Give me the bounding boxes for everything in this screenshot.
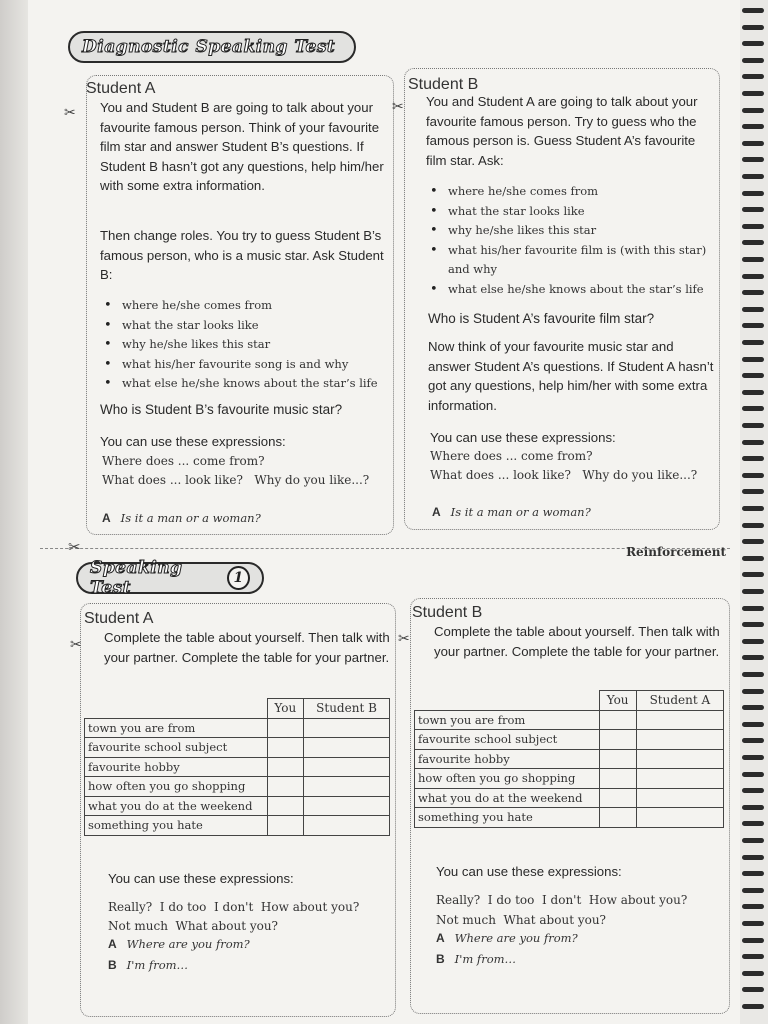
speak-a-label-b: B	[108, 958, 117, 972]
diag-b-question: Who is Student A’s favourite film star?	[428, 311, 655, 326]
table-row	[85, 816, 390, 836]
diag-b-example-line	[432, 505, 591, 519]
row-label: how often you go shopping	[85, 777, 268, 797]
table-row	[415, 769, 724, 789]
partner-answer-cell[interactable]	[304, 816, 390, 836]
speak-a-expression-1: Really? I do too I don't How about you?	[108, 900, 360, 914]
col-you-header: You	[267, 699, 304, 719]
spiral-coil	[742, 821, 764, 826]
spiral-coil	[742, 91, 764, 96]
spiral-coil	[742, 888, 764, 893]
speak-b-expression-2: Not much What about you?	[436, 913, 606, 927]
you-answer-cell[interactable]	[599, 749, 636, 769]
page-gutter	[0, 0, 30, 1024]
spiral-coil	[742, 987, 764, 992]
spiral-coil	[742, 971, 764, 976]
spiral-coil	[742, 855, 764, 860]
spiral-coil	[742, 506, 764, 511]
bullet-item: • what the star looks like	[428, 202, 718, 222]
partner-answer-cell[interactable]	[636, 769, 723, 789]
spiral-coil	[742, 373, 764, 378]
spiral-coil	[742, 921, 764, 926]
spiral-coil	[742, 224, 764, 229]
spiral-coil	[742, 390, 764, 395]
row-label: favourite school subject	[415, 730, 600, 750]
diag-b-paragraph-1: You and Student A are going to talk about your favourite famous person. Try to guess who the famous person is. Guess Student A’s favourite film star. Ask:	[426, 94, 698, 168]
spiral-coil	[742, 141, 764, 146]
col-partner-header: Student A	[636, 691, 723, 711]
spiral-coil	[742, 25, 764, 30]
speak-a-table	[84, 698, 390, 836]
scissors-icon: ✂	[64, 104, 76, 120]
you-answer-cell[interactable]	[599, 710, 636, 730]
row-label: what you do at the weekend	[85, 796, 268, 816]
partner-answer-cell[interactable]	[636, 808, 723, 828]
speak-a-label-a: A	[108, 937, 117, 951]
you-answer-cell[interactable]	[599, 769, 636, 789]
speak-b-table	[414, 690, 724, 828]
diagnostic-test-banner	[68, 31, 356, 63]
speak-b-label-a: A	[436, 931, 445, 945]
table-row	[415, 730, 724, 750]
speak-a-text-a: Where are you from?	[126, 937, 250, 951]
row-label: how often you go shopping	[415, 769, 600, 789]
diag-a-bullet-list	[102, 296, 392, 394]
spiral-coil	[742, 772, 764, 777]
spiral-coil	[742, 572, 764, 577]
you-answer-cell[interactable]	[267, 738, 304, 758]
spiral-coil	[742, 871, 764, 876]
speak-a-example-a	[108, 937, 250, 951]
bullet-item: • what his/her favourite film is (with this star) and why	[428, 241, 718, 280]
spiral-coil	[742, 274, 764, 279]
reinforcement-label: Reinforcement	[626, 545, 726, 559]
spiral-coil	[742, 722, 764, 727]
speak-student-b-heading: Student B	[412, 604, 483, 621]
row-label: favourite hobby	[85, 757, 268, 777]
speak-b-text-b: I'm from…	[454, 952, 517, 966]
diag-a-example-label: A	[102, 511, 111, 525]
spiral-coil	[742, 8, 764, 13]
spiral-coil	[742, 440, 764, 445]
row-label: favourite school subject	[85, 738, 268, 758]
bullet-item: • where he/she comes from	[428, 182, 718, 202]
table-row	[415, 808, 724, 828]
row-label: something you hate	[85, 816, 268, 836]
spiral-coil	[742, 556, 764, 561]
diag-a-example-line	[102, 511, 261, 525]
spiral-binding	[740, 0, 768, 1024]
you-answer-cell[interactable]	[267, 816, 304, 836]
spiral-coil	[742, 74, 764, 79]
diag-b-paragraph-2: Now think of your favourite music star and answer Student A’s questions. If Student A hasn’t got any questions, help him/her with some extra information.	[428, 339, 714, 413]
table-row	[85, 738, 390, 758]
spiral-coil	[742, 705, 764, 710]
diag-student-a-heading: Student A	[86, 80, 156, 97]
table-row	[415, 710, 724, 730]
row-label: something you hate	[415, 808, 600, 828]
partner-answer-cell[interactable]	[304, 757, 390, 777]
speak-b-example-b	[436, 952, 516, 966]
bullet-item: • what the star looks like	[102, 316, 392, 336]
speak-a-instructions: Complete the table about yourself. Then talk with your partner. Complete the table for your partner.	[104, 630, 390, 665]
table-row	[85, 777, 390, 797]
speak-a-text-b: I'm from…	[126, 958, 189, 972]
table-row	[415, 788, 724, 808]
diag-b-example-label: A	[432, 505, 441, 519]
speak-student-a-heading: Student A	[84, 610, 154, 627]
spiral-coil	[742, 290, 764, 295]
spiral-coil	[742, 473, 764, 478]
row-label: what you do at the weekend	[415, 788, 600, 808]
bullet-item: • what else he/she knows about the star’s life	[102, 374, 392, 394]
scissors-icon: ✂	[68, 539, 81, 556]
diag-b-expression-1: Where does ... come from?	[430, 449, 593, 463]
table-row	[85, 718, 390, 738]
you-answer-cell[interactable]	[599, 788, 636, 808]
partner-answer-cell[interactable]	[304, 796, 390, 816]
spiral-coil	[742, 423, 764, 428]
partner-answer-cell[interactable]	[304, 738, 390, 758]
speak-a-expressions-label: You can use these expressions:	[108, 871, 294, 886]
scissors-icon: ✂	[392, 98, 404, 114]
spiral-coil	[742, 672, 764, 677]
partner-answer-cell[interactable]	[636, 788, 723, 808]
spiral-coil	[742, 938, 764, 943]
spiral-coil	[742, 788, 764, 793]
speak-a-example-b	[108, 958, 188, 972]
diag-a-question: Who is Student B’s favourite music star?	[100, 402, 343, 417]
spiral-coil	[742, 41, 764, 46]
row-label: town you are from	[415, 710, 600, 730]
speaking-test-number: 1	[227, 566, 250, 590]
spiral-coil	[742, 689, 764, 694]
diag-b-expressions-label: You can use these expressions:	[430, 430, 616, 445]
diag-b-expression-2: What does ... look like? Why do you like...?	[430, 468, 698, 482]
you-answer-cell[interactable]	[267, 757, 304, 777]
spiral-coil	[742, 357, 764, 362]
spiral-coil	[742, 523, 764, 528]
bullet-item: • what else he/she knows about the star’s life	[428, 280, 718, 300]
spiral-coil	[742, 207, 764, 212]
spiral-coil	[742, 904, 764, 909]
table-row	[85, 796, 390, 816]
spiral-coil	[742, 406, 764, 411]
you-answer-cell[interactable]	[267, 796, 304, 816]
spiral-coil	[742, 323, 764, 328]
spiral-coil	[742, 124, 764, 129]
row-label: town you are from	[85, 718, 268, 738]
table-row	[85, 757, 390, 777]
spiral-coil	[742, 174, 764, 179]
spiral-coil	[742, 539, 764, 544]
spiral-coil	[742, 257, 764, 262]
diag-a-paragraph-1: You and Student B are going to talk about your favourite famous person. Think of your favourite film star and answer Student B’s questions. If Student B hasn’t got any questions, help him/her with some extra information.	[100, 100, 384, 193]
speak-a-expression-2: Not much What about you?	[108, 919, 278, 933]
partner-answer-cell[interactable]	[636, 730, 723, 750]
bullet-item: • why he/she likes this star	[428, 221, 718, 241]
speaking-test-banner	[76, 558, 264, 598]
speak-b-expressions-label: You can use these expressions:	[436, 864, 622, 879]
table-row	[415, 749, 724, 769]
spiral-coil	[742, 655, 764, 660]
spiral-coil	[742, 489, 764, 494]
partner-answer-cell[interactable]	[636, 749, 723, 769]
spiral-coil	[742, 456, 764, 461]
spiral-coil	[742, 738, 764, 743]
spiral-coil	[742, 307, 764, 312]
spiral-coil	[742, 755, 764, 760]
bullet-item: • why he/she likes this star	[102, 335, 392, 355]
spiral-coil	[742, 622, 764, 627]
diag-a-example-text: Is it a man or a woman?	[120, 511, 261, 525]
spiral-coil	[742, 240, 764, 245]
spiral-coil	[742, 191, 764, 196]
speak-b-example-a	[436, 931, 578, 945]
bullet-item: • what his/her favourite song is and why	[102, 355, 392, 375]
spiral-coil	[742, 340, 764, 345]
partner-answer-cell[interactable]	[636, 710, 723, 730]
speak-b-instructions: Complete the table about yourself. Then talk with your partner. Complete the table for your partner.	[434, 624, 720, 659]
partner-answer-cell[interactable]	[304, 777, 390, 797]
speak-b-text-a: Where are you from?	[454, 931, 578, 945]
spiral-coil	[742, 108, 764, 113]
you-answer-cell[interactable]	[599, 730, 636, 750]
you-answer-cell[interactable]	[267, 777, 304, 797]
spiral-coil	[742, 589, 764, 594]
diag-a-paragraph-2: Then change roles. You try to guess Student B’s famous person, who is a music star. Ask Student B:	[100, 228, 384, 282]
row-label: favourite hobby	[415, 749, 600, 769]
you-answer-cell[interactable]	[599, 808, 636, 828]
bullet-item: • where he/she comes from	[102, 296, 392, 316]
partner-answer-cell[interactable]	[304, 718, 390, 738]
scissors-icon: ✂	[398, 630, 410, 646]
spiral-coil	[742, 805, 764, 810]
spiral-coil	[742, 157, 764, 162]
diag-a-expressions-label: You can use these expressions:	[100, 434, 286, 449]
speak-b-label-b: B	[436, 952, 445, 966]
col-partner-header: Student B	[304, 699, 390, 719]
speak-b-expression-1: Really? I do too I don't How about you?	[436, 893, 688, 907]
spiral-coil	[742, 639, 764, 644]
spiral-coil	[742, 58, 764, 63]
diagnostic-test-title: Diagnostic Speaking Test	[82, 37, 336, 57]
spiral-coil	[742, 606, 764, 611]
diag-a-expression-2: What does ... look like? Why do you like...?	[102, 473, 370, 487]
col-you-header: You	[599, 691, 636, 711]
diag-a-expression-1: Where does ... come from?	[102, 454, 265, 468]
speaking-test-title: Speaking Test	[90, 558, 183, 598]
you-answer-cell[interactable]	[267, 718, 304, 738]
spiral-coil	[742, 838, 764, 843]
spiral-coil	[742, 954, 764, 959]
spiral-coil	[742, 1004, 764, 1009]
diag-student-b-heading: Student B	[408, 76, 479, 93]
scissors-icon: ✂	[70, 636, 82, 652]
diag-b-bullet-list	[428, 182, 718, 299]
diag-b-example-text: Is it a man or a woman?	[450, 505, 591, 519]
